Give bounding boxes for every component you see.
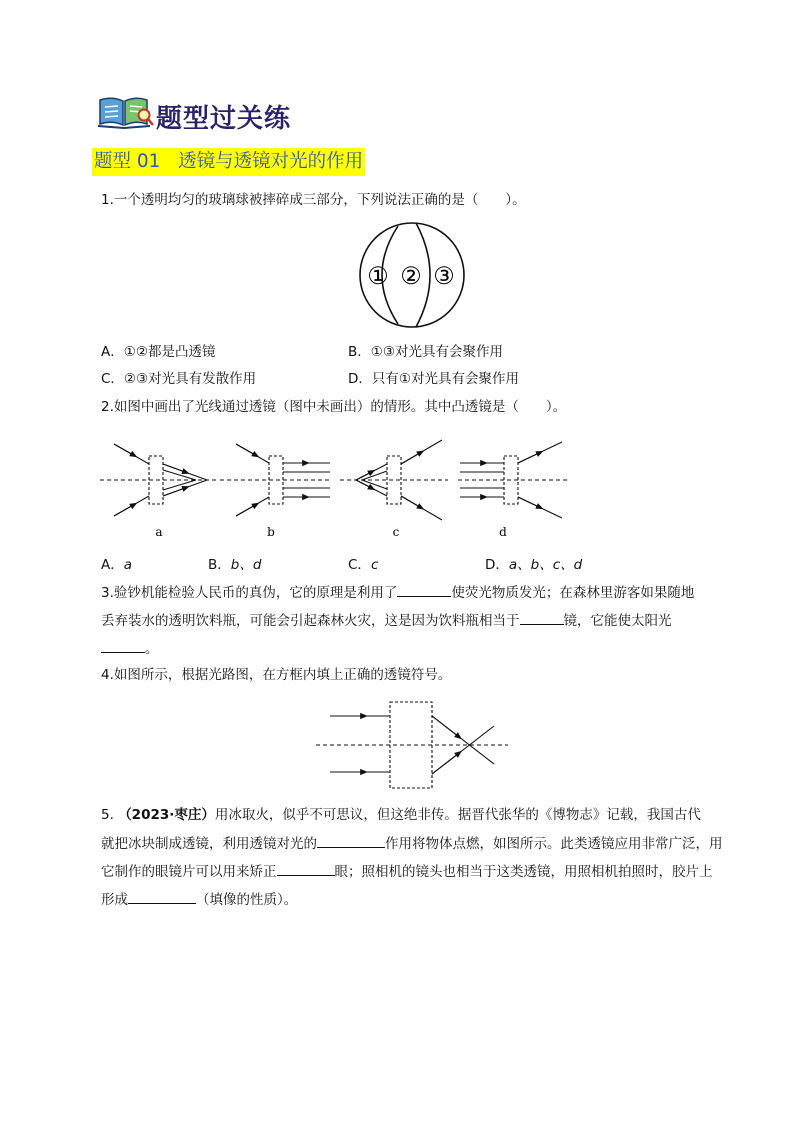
diagram-d-label: d	[499, 525, 507, 539]
q5-text-2b: 作用将物体点燃，如图所示。此类透镜应用非常广泛，用	[385, 836, 723, 852]
q2-option-c-value: c	[370, 557, 379, 573]
q3-blank-3[interactable]	[101, 638, 145, 653]
q1-option-b[interactable]: B．①③对光具有会聚作用	[348, 344, 503, 360]
q1-option-a[interactable]: A．①②都是凸透镜	[101, 344, 216, 360]
q2-stem: 2.如图中画出了光线通过透镜（图中未画出）的情形。其中凸透镜是（ ）。	[101, 399, 567, 415]
fragment-1-label: ①	[367, 262, 389, 290]
q5-text-4b: （填像的性质）。	[196, 892, 298, 908]
q2-option-b[interactable]	[208, 555, 261, 575]
q2-option-b-value: b、d	[230, 557, 262, 573]
q5-blank-1[interactable]	[317, 833, 385, 848]
diagram-c	[340, 440, 448, 520]
q1-option-c[interactable]: C．②③对光具有发散作用	[101, 371, 257, 387]
q2-option-c[interactable]	[348, 555, 378, 575]
open-book-magnifier-icon	[96, 94, 154, 130]
q5-text-3b: 眼；照相机的镜头也相当于这类透镜，用照相机拍照时，胶片上	[334, 864, 713, 880]
diagram-c-label: c	[392, 525, 400, 539]
q2-option-a[interactable]	[101, 555, 132, 575]
q4-figure	[314, 694, 510, 794]
diagram-d	[458, 442, 568, 518]
q1-figure	[356, 220, 468, 330]
q5-text-2a: 就把冰块制成透镜，利用透镜对光的	[101, 836, 317, 852]
q5-line-3	[101, 861, 713, 882]
q2-option-d-value: a、b、c、d	[508, 557, 583, 573]
q2-option-b-prefix: B．	[208, 557, 231, 573]
q5-number: 5.	[101, 807, 114, 823]
q3-text-2a: 丢弃装水的透明饮料瓶，可能会引起森林火灾，这是因为饮料瓶相当于	[101, 613, 520, 629]
q2-option-a-prefix: A．	[101, 557, 124, 573]
q5-blank-2[interactable]	[277, 861, 335, 876]
q5-text-4a: 形成	[101, 892, 128, 908]
q3-text-1a: 3.验钞机能检验人民币的真伪，它的原理是利用了	[101, 585, 398, 601]
q3-line-1	[101, 582, 694, 603]
diagram-a	[100, 444, 216, 516]
q3-line-3	[101, 638, 159, 659]
q2-option-a-value: a	[123, 557, 133, 573]
q2-option-d-prefix: D．	[485, 557, 509, 573]
q5-text-3a: 它制作的眼镜片可以用来矫正	[101, 864, 277, 880]
q3-text-2b: 镜，它能使太阳光	[563, 613, 672, 629]
q3-line-2	[101, 610, 672, 631]
q1-stem: 1.一个透明均匀的玻璃球被摔碎成三部分，下列说法正确的是（ ）。	[101, 192, 526, 208]
diagram-b-label: b	[267, 525, 275, 539]
q4-stem: 4.如图所示，根据光路图，在方框内填上正确的透镜符号。	[101, 667, 452, 683]
diagram-a-label: a	[155, 525, 163, 539]
section-label: 题型 01	[94, 151, 161, 172]
q2-figure	[96, 432, 576, 544]
q5-source: （2023·枣庄）	[118, 807, 215, 823]
q2-option-d[interactable]	[485, 555, 582, 575]
q3-text-3b: 。	[145, 641, 159, 657]
q5-text-1: 用冰取火，似乎不可思议，但这绝非传。据晋代张华的《博物志》记载，我国古代	[214, 807, 701, 823]
fragment-2-label: ②	[400, 262, 422, 290]
fragment-3-label: ③	[433, 262, 455, 290]
q3-text-1b: 使荧光物质发光；在森林里游客如果随地	[451, 585, 695, 601]
diagram-b	[220, 444, 332, 516]
q3-blank-2[interactable]	[520, 610, 564, 625]
q5-blank-3[interactable]	[128, 889, 196, 904]
q2-option-c-prefix: C．	[348, 557, 371, 573]
header-icon	[96, 94, 154, 130]
q5-line-4	[101, 889, 297, 910]
q5-line-1	[101, 805, 701, 825]
q5-line-2	[101, 833, 723, 854]
section-heading	[92, 148, 365, 176]
q1-option-d[interactable]: D．只有①对光具有会聚作用	[348, 371, 519, 387]
q3-blank-1[interactable]	[397, 582, 451, 597]
section-title: 透镜与透镜对光的作用	[178, 151, 364, 172]
page-title: 题型过关练	[156, 104, 292, 134]
